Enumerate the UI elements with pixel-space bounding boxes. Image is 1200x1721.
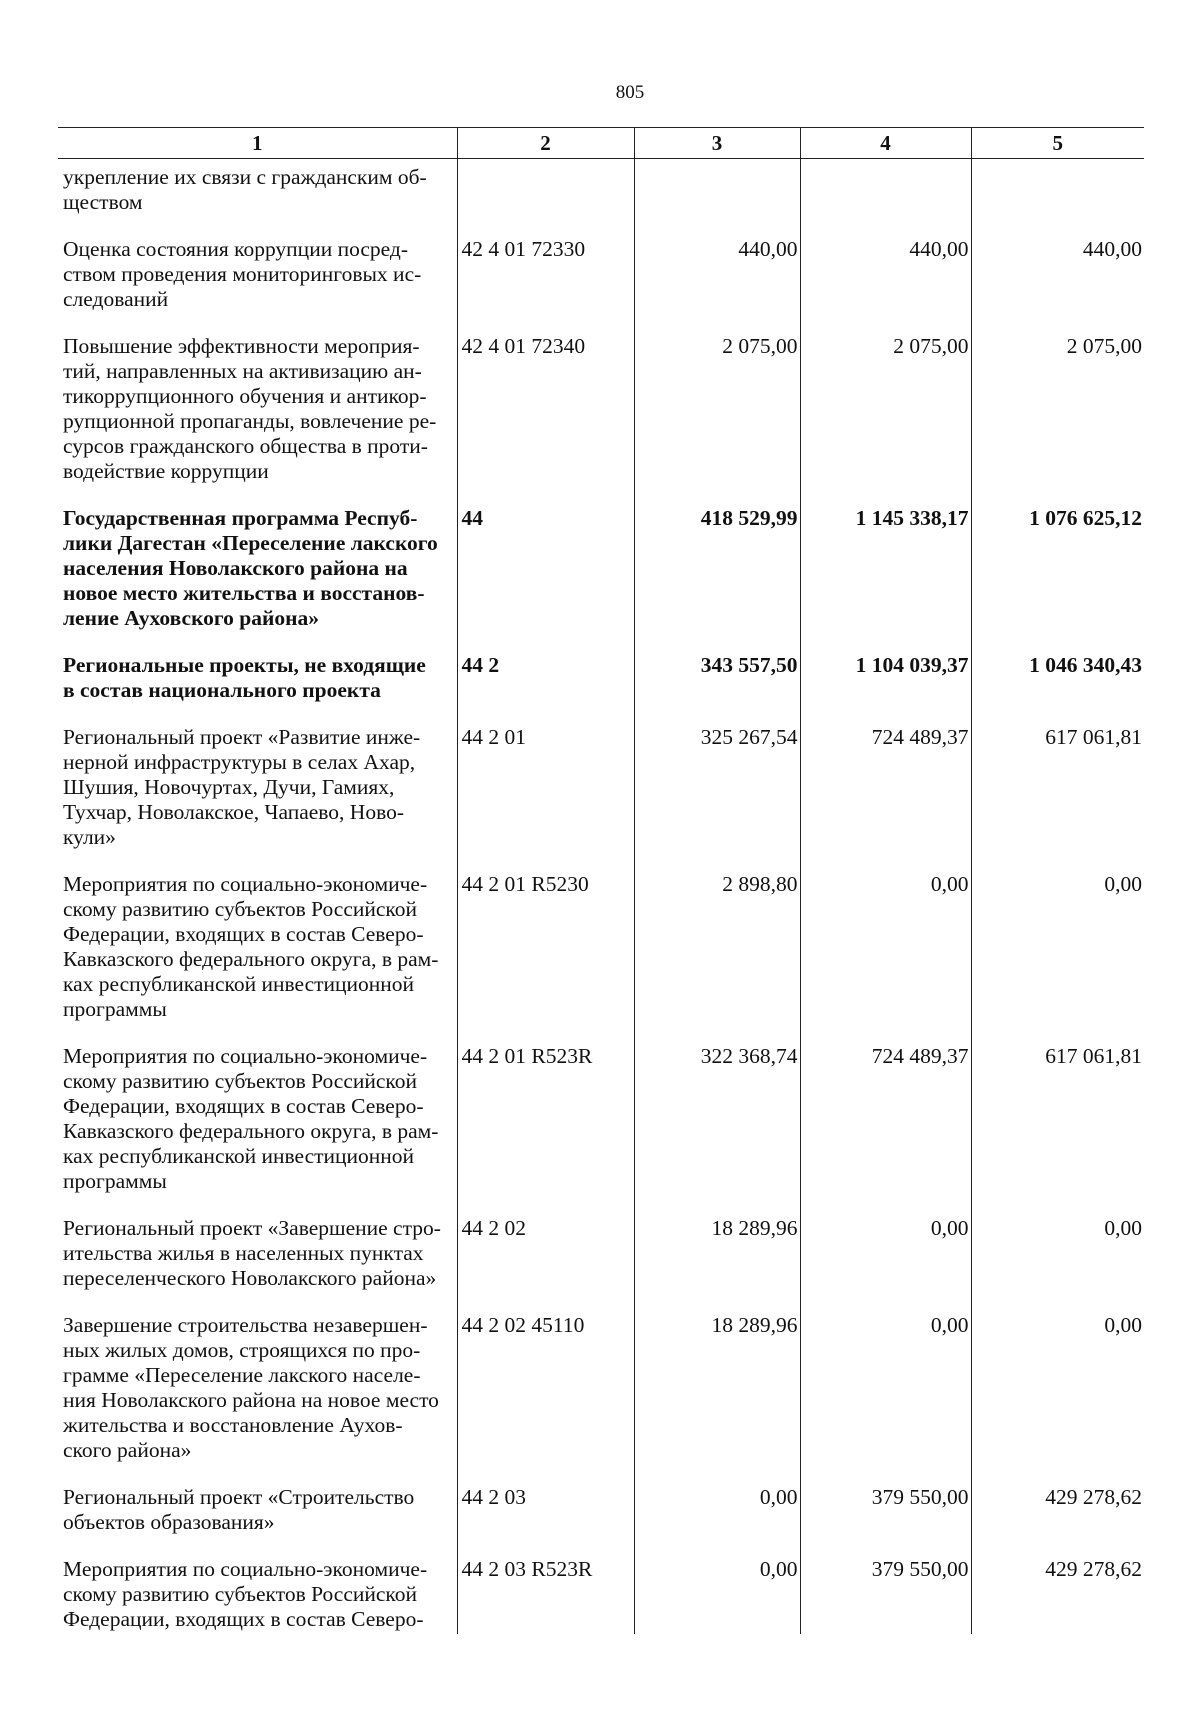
row-value-col4 xyxy=(800,159,971,238)
table-row xyxy=(58,1313,1144,1485)
column-header-2: 2 xyxy=(457,128,634,159)
row-value-col4: 1 145 338,17 xyxy=(800,506,971,653)
row-value-col3 xyxy=(634,159,800,238)
column-header-4: 4 xyxy=(800,128,971,159)
row-name-cell: Повышение эффективности мероприя- тий, направленных на активизацию ан- тикоррупционного обучения и антикор- рупционной пропаганды, вовлечение ре- сурсов гражданского общества в проти- водействие коррупции xyxy=(63,334,437,483)
row-value-col3: 343 557,50 xyxy=(634,653,800,725)
row-name-cell: Мероприятия по социально-экономиче- скому развитию субъектов Российской Федерации, входящих в состав Северо- xyxy=(63,1557,428,1631)
row-name-cell: Региональные проекты, не входящие в состав национального проекта xyxy=(63,653,426,702)
row-name-cell: Региональный проект «Развитие инже- нерной инфраструктуры в селах Ахар, Шушия, Новочуртах, Дучи, Гамиях, Тухчар, Новолакское, Чапаево, Ново- кули» xyxy=(63,725,421,849)
budget-table xyxy=(58,127,1144,1634)
row-code-cell: 44 2 01 xyxy=(457,725,634,872)
row-code-cell: 44 2 03 R523R xyxy=(457,1557,634,1634)
row-value-col5: 0,00 xyxy=(971,872,1144,1044)
row-value-col3: 0,00 xyxy=(634,1485,800,1557)
row-value-col5: 429 278,62 xyxy=(971,1485,1144,1557)
row-value-col4: 724 489,37 xyxy=(800,725,971,872)
row-code-cell: 42 4 01 72330 xyxy=(457,237,634,334)
row-value-col3: 0,00 xyxy=(634,1557,800,1634)
row-value-col4: 2 075,00 xyxy=(800,334,971,506)
table-row xyxy=(58,653,1144,725)
row-value-col4: 1 104 039,37 xyxy=(800,653,971,725)
table-row xyxy=(58,725,1144,872)
row-value-col3: 2 898,80 xyxy=(634,872,800,1044)
table-header xyxy=(58,128,1144,159)
row-value-col4: 724 489,37 xyxy=(800,1044,971,1216)
column-header-1: 1 xyxy=(58,128,457,159)
row-code-cell xyxy=(457,159,634,238)
header-row xyxy=(58,128,1144,159)
row-value-col3: 440,00 xyxy=(634,237,800,334)
row-name-cell: Региональный проект «Строительство объектов образования» xyxy=(63,1485,415,1534)
row-code-cell: 44 2 03 xyxy=(457,1485,634,1557)
row-name-cell: Завершение строительства незавершен- ных жилых домов, строящихся по про- грамме «Переселение лакского населе- ния Новолакского района на новое место жительства и восстановление Аухов- ского района» xyxy=(63,1313,439,1462)
table-row xyxy=(58,1557,1144,1634)
table-row xyxy=(58,1485,1144,1557)
row-value-col5: 1 046 340,43 xyxy=(971,653,1144,725)
row-name-cell: Оценка состояния коррупции посред- ством проведения мониторинговых ис- следований xyxy=(63,237,422,311)
row-value-col4: 0,00 xyxy=(800,872,971,1044)
row-code-cell: 44 2 02 xyxy=(457,1216,634,1313)
row-value-col5: 440,00 xyxy=(971,237,1144,334)
row-value-col3: 2 075,00 xyxy=(634,334,800,506)
row-value-col5: 617 061,81 xyxy=(971,725,1144,872)
row-name-cell: Региональный проект «Завершение стро- ительства жилья в населенных пунктах переселенческого Новолакского района» xyxy=(63,1216,441,1290)
row-value-col3: 18 289,96 xyxy=(634,1313,800,1485)
table-row xyxy=(58,237,1144,334)
table-row xyxy=(58,159,1144,238)
row-value-col5: 617 061,81 xyxy=(971,1044,1144,1216)
table-row xyxy=(58,872,1144,1044)
table-row xyxy=(58,1216,1144,1313)
row-value-col5: 0,00 xyxy=(971,1216,1144,1313)
row-name-cell: укрепление их связи с гражданским об- ществом xyxy=(63,165,427,214)
row-value-col5: 429 278,62 xyxy=(971,1557,1144,1634)
row-value-col5 xyxy=(971,159,1144,238)
row-name-cell: Мероприятия по социально-экономиче- скому развитию субъектов Российской Федерации, входящих в состав Северо- Кавказского федерального округа, в рам- ках республиканской инвестиционной программы xyxy=(63,872,439,1021)
row-value-col5: 1 076 625,12 xyxy=(971,506,1144,653)
row-value-col3: 418 529,99 xyxy=(634,506,800,653)
page-number: 805 xyxy=(615,82,645,103)
column-header-3: 3 xyxy=(634,128,800,159)
row-name-cell: Государственная программа Респуб- лики Дагестан «Переселение лакского населения Новолакского района на новое место жительства и восстанов- ление Ауховского района» xyxy=(63,506,438,630)
row-code-cell: 44 2 02 45110 xyxy=(457,1313,634,1485)
row-value-col3: 18 289,96 xyxy=(634,1216,800,1313)
row-value-col3: 325 267,54 xyxy=(634,725,800,872)
row-code-cell: 44 2 01 R5230 xyxy=(457,872,634,1044)
row-code-cell: 44 xyxy=(457,506,634,653)
table-row xyxy=(58,334,1144,506)
table-row xyxy=(58,1044,1144,1216)
row-value-col4: 0,00 xyxy=(800,1313,971,1485)
row-value-col3: 322 368,74 xyxy=(634,1044,800,1216)
row-value-col4: 379 550,00 xyxy=(800,1557,971,1634)
row-value-col5: 0,00 xyxy=(971,1313,1144,1485)
row-value-col5: 2 075,00 xyxy=(971,334,1144,506)
column-header-5: 5 xyxy=(971,128,1144,159)
row-code-cell: 44 2 xyxy=(457,653,634,725)
table-body xyxy=(58,159,1144,1635)
table-row xyxy=(58,506,1144,653)
row-code-cell: 44 2 01 R523R xyxy=(457,1044,634,1216)
row-value-col4: 0,00 xyxy=(800,1216,971,1313)
row-value-col4: 379 550,00 xyxy=(800,1485,971,1557)
row-code-cell: 42 4 01 72340 xyxy=(457,334,634,506)
row-name-cell: Мероприятия по социально-экономиче- скому развитию субъектов Российской Федерации, входящих в состав Северо- Кавказского федерального округа, в рам- ках республиканской инвестиционной программы xyxy=(63,1044,439,1193)
row-value-col4: 440,00 xyxy=(800,237,971,334)
